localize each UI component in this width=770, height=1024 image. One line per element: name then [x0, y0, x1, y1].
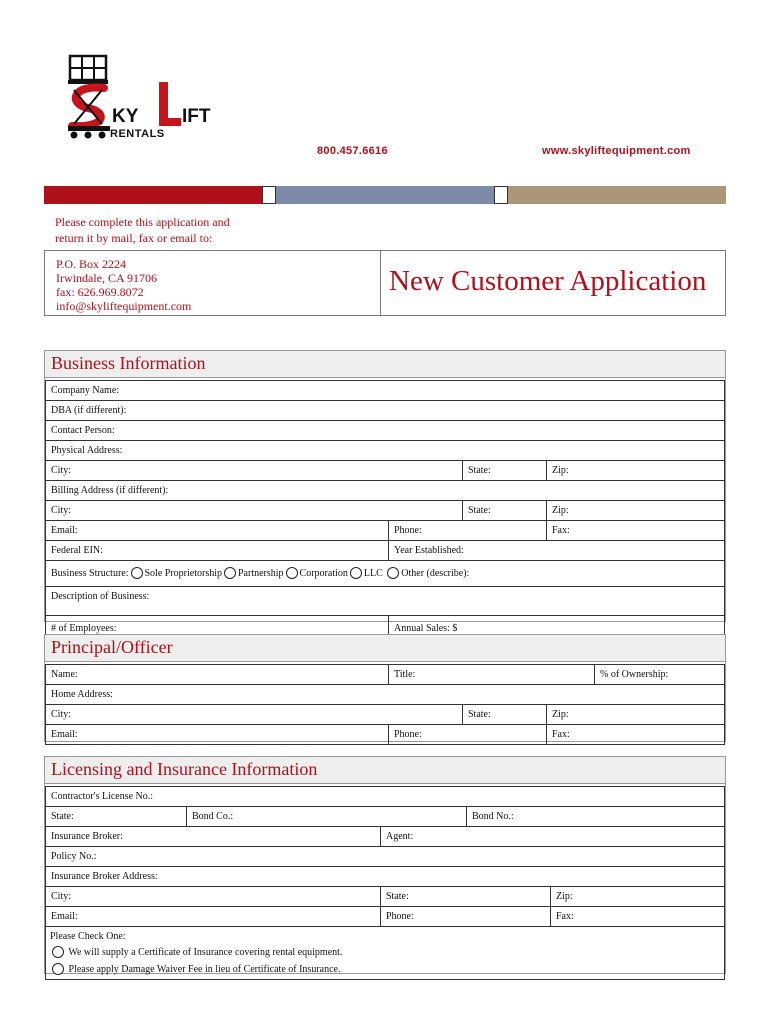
broker-city-row — [46, 887, 724, 907]
annual-sales-field[interactable]: Annual Sales: $ — [388, 616, 724, 641]
description-field[interactable] — [46, 587, 724, 616]
email-phone-row — [46, 521, 724, 541]
email-field[interactable]: Email: — [51, 911, 78, 922]
option-label: Partnership — [238, 568, 284, 579]
physical-city-row — [46, 461, 724, 481]
field-label: Home Address: — [51, 689, 113, 700]
section-header — [45, 635, 725, 662]
business-structure-row — [46, 561, 724, 587]
website-url: www.skyliftequipment.com — [542, 145, 691, 157]
state-field[interactable]: State: — [462, 461, 546, 480]
policy-number-field[interactable] — [46, 847, 724, 867]
section-title: Licensing and Insurance Information — [51, 759, 318, 779]
radio-partnership[interactable] — [224, 567, 236, 579]
option-label: LLC — [363, 568, 383, 579]
company-name-field[interactable] — [46, 381, 724, 401]
section-header — [45, 351, 725, 378]
page-title: New Customer Application — [389, 265, 707, 297]
field-label: Billing Address (if different): — [51, 485, 169, 496]
licensing-insurance-section — [44, 756, 726, 974]
logo-word-rentals: RENTALS — [110, 128, 165, 140]
check-one-label: Please Check One: — [50, 931, 126, 942]
contact-person-field[interactable] — [46, 421, 724, 441]
name-row — [46, 665, 724, 685]
field-label: Contractor's License No.: — [51, 791, 154, 802]
business-form — [45, 380, 725, 642]
employees-field[interactable]: # of Employees: — [51, 623, 117, 634]
principal-contact-row — [46, 725, 724, 744]
ownership-field[interactable]: % of Ownership: — [594, 665, 724, 684]
address-line: P.O. Box 2224 — [56, 257, 127, 271]
city-field[interactable]: City: — [51, 891, 72, 902]
state-field[interactable]: State: — [462, 705, 546, 724]
option-label: Sole Proprietorship — [144, 568, 222, 579]
broker-contact-row — [46, 907, 724, 927]
field-label: Business Structure: — [51, 568, 129, 579]
email-field[interactable]: Email: — [51, 729, 78, 740]
email-address: info@skyliftequipment.com — [56, 299, 192, 313]
agent-field[interactable]: Agent: — [380, 827, 724, 846]
licensing-form — [45, 786, 725, 980]
zip-field[interactable]: Zip: — [546, 501, 724, 520]
field-label: Description of Business: — [51, 591, 150, 602]
state-field[interactable]: State: — [462, 501, 546, 520]
dba-field[interactable] — [46, 401, 724, 421]
phone-field[interactable]: Phone: — [388, 521, 546, 540]
bond-company-field[interactable]: Bond Co.: — [186, 807, 466, 826]
state-field[interactable]: State: — [380, 887, 550, 906]
federal-ein-field[interactable]: Federal EIN: — [51, 545, 103, 556]
business-structure-options — [46, 561, 724, 586]
insurance-option-row — [46, 927, 724, 979]
section-header — [45, 757, 725, 784]
logo-word-ky: KY — [112, 106, 139, 127]
field-label: Physical Address: — [51, 445, 123, 456]
option-label: Corporation — [299, 568, 348, 579]
email-field[interactable]: Email: — [51, 525, 78, 536]
radio-other[interactable] — [387, 567, 399, 579]
city-field[interactable]: City: — [51, 709, 72, 720]
fax-field[interactable]: Fax: — [546, 521, 724, 540]
bond-number-field[interactable]: Bond No.: — [466, 807, 724, 826]
fax-field[interactable]: Fax: — [546, 725, 724, 744]
address-line: Irwindale, CA 91706 — [56, 271, 157, 285]
phone-field[interactable]: Phone: — [388, 725, 546, 744]
intro-line: return it by mail, fax or email to: — [55, 231, 213, 245]
title-field[interactable]: Title: — [388, 665, 594, 684]
intro-text — [55, 214, 230, 246]
color-bar-red — [44, 186, 262, 204]
mailing-address — [56, 257, 191, 313]
radio-supply-certificate[interactable] — [52, 946, 64, 958]
color-bar-tan — [508, 186, 726, 204]
principal-form — [45, 664, 725, 745]
address-box — [44, 250, 726, 316]
broker-address-field[interactable] — [46, 867, 724, 887]
zip-field[interactable]: Zip: — [550, 887, 724, 906]
radio-damage-waiver[interactable] — [52, 963, 64, 975]
field-label: Insurance Broker Address: — [51, 871, 158, 882]
principal-officer-section — [44, 634, 726, 742]
logo-word-ift: IFT — [182, 106, 211, 127]
home-address-field[interactable] — [46, 685, 724, 705]
option-label: Other (describe): — [401, 568, 470, 579]
billing-address-field[interactable] — [46, 481, 724, 501]
license-state-field[interactable]: State: — [51, 811, 74, 822]
business-information-section — [44, 350, 726, 634]
color-bar-blue — [276, 186, 494, 204]
phone-field[interactable]: Phone: — [380, 907, 550, 926]
field-label: Contact Person: — [51, 425, 115, 436]
name-field[interactable]: Name: — [51, 669, 78, 680]
ein-row — [46, 541, 724, 561]
insurance-option-certificate — [50, 946, 342, 958]
zip-field[interactable]: Zip: — [546, 461, 724, 480]
city-field[interactable]: City: — [51, 465, 72, 476]
field-label: Policy No.: — [51, 851, 97, 862]
divider — [380, 251, 381, 315]
radio-corporation[interactable] — [286, 567, 298, 579]
field-label: Company Name: — [51, 385, 120, 396]
option-label: Please apply Damage Waiver Fee in lieu of Certificate of Insurance. — [68, 964, 341, 975]
broker-row — [46, 827, 724, 847]
color-bar-gap — [262, 186, 276, 204]
field-label: DBA (if different): — [51, 405, 127, 416]
intro-line: Please complete this application and — [55, 215, 230, 229]
billing-city-row — [46, 501, 724, 521]
fax-field[interactable]: Fax: — [550, 907, 724, 926]
phone-number: 800.457.6616 — [317, 145, 388, 157]
radio-sole-proprietorship[interactable] — [131, 567, 143, 579]
bond-row — [46, 807, 724, 827]
fax-number: fax: 626.969.8072 — [56, 285, 144, 299]
zip-field[interactable]: Zip: — [546, 705, 724, 724]
city-field[interactable]: City: — [51, 505, 72, 516]
section-title: Business Information — [51, 353, 206, 373]
contractor-license-field[interactable] — [46, 787, 724, 807]
physical-address-field[interactable] — [46, 441, 724, 461]
year-established-field[interactable]: Year Established: — [388, 541, 724, 560]
radio-llc[interactable] — [350, 567, 362, 579]
principal-city-row — [46, 705, 724, 725]
company-logo — [64, 54, 234, 144]
section-title: Principal/Officer — [51, 637, 173, 657]
insurance-option-damage-waiver — [50, 963, 340, 975]
option-label: We will supply a Certificate of Insurance covering rental equipment. — [68, 947, 343, 958]
insurance-broker-field[interactable]: Insurance Broker: — [51, 831, 123, 842]
color-bar-gap — [494, 186, 508, 204]
